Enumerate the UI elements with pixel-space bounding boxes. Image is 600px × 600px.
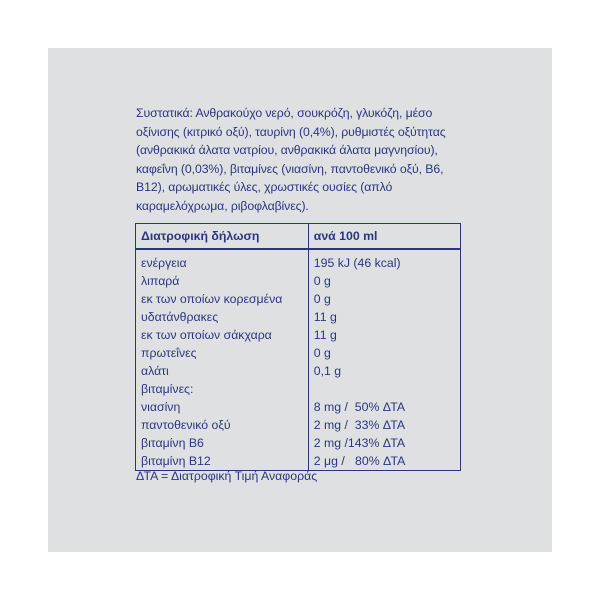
- row-name: υδατάνθρακες: [136, 308, 309, 326]
- table-row: [136, 398, 461, 416]
- row-name: βιταμίνη Β12: [136, 452, 309, 471]
- row-name: βιταμίνες:: [136, 380, 309, 398]
- header-per-100ml: ανά 100 ml: [308, 224, 460, 250]
- table-row: [136, 362, 461, 380]
- row-value: 8 mg / 50% ΔΤΑ: [308, 398, 460, 416]
- row-value: 2 mg /143% ΔΤΑ: [308, 434, 460, 452]
- row-name: αλάτι: [136, 362, 309, 380]
- row-value: 11 g: [308, 308, 460, 326]
- table-row: [136, 290, 461, 308]
- header-nutrition-declaration: Διατροφική δήλωση: [136, 224, 309, 250]
- row-name: πρωτεΐνες: [136, 344, 309, 362]
- footnote: ΔΤΑ = Διατροφική Τιμή Αναφοράς: [136, 469, 318, 483]
- table-header-row: [136, 224, 461, 250]
- table-row: [136, 249, 461, 272]
- table-row: [136, 326, 461, 344]
- row-name: λιπαρά: [136, 272, 309, 290]
- table-row: [136, 344, 461, 362]
- row-value: 0,1 g: [308, 362, 460, 380]
- row-value: 2 μg / 80% ΔΤΑ: [308, 452, 460, 471]
- row-name: βιταμίνη Β6: [136, 434, 309, 452]
- row-value: [308, 380, 460, 398]
- row-name: εκ των οποίων κορεσμένα: [136, 290, 309, 308]
- row-value: 0 g: [308, 344, 460, 362]
- row-value: 0 g: [308, 272, 460, 290]
- row-value: 195 kJ (46 kcal): [308, 249, 460, 272]
- row-name: ενέργεια: [136, 249, 309, 272]
- row-name: εκ των οποίων σάκχαρα: [136, 326, 309, 344]
- row-name: νιασίνη: [136, 398, 309, 416]
- table-row: [136, 380, 461, 398]
- table-row: [136, 452, 461, 471]
- row-value: 0 g: [308, 290, 460, 308]
- row-value: 2 mg / 33% ΔΤΑ: [308, 416, 460, 434]
- row-name: παντοθενικό οξύ: [136, 416, 309, 434]
- table-row: [136, 308, 461, 326]
- table-row: [136, 434, 461, 452]
- nutrition-table: [135, 223, 461, 471]
- row-value: 11 g: [308, 326, 460, 344]
- ingredients-text: Συστατικά: Ανθρακούχο νερό, σουκρόζη, γλυκόζη, μέσο οξίνισης (κιτρικό οξύ), ταυρίνη (0,4%), ρυθμιστές οξύτητας (ανθρακικά άλατα νατρίου, ανθρακικά άλατα μαγνησίου), καφεΐνη (0,03%), βιταμίνες (νιασίνη, παντοθενικό οξύ, Β6, Β12), αρωματικές ύλες, χρωστικές ουσίες (απλό καραμελόχρωμα, ριβοφλαβίνες).: [136, 106, 446, 213]
- table-row: [136, 272, 461, 290]
- table-row: [136, 416, 461, 434]
